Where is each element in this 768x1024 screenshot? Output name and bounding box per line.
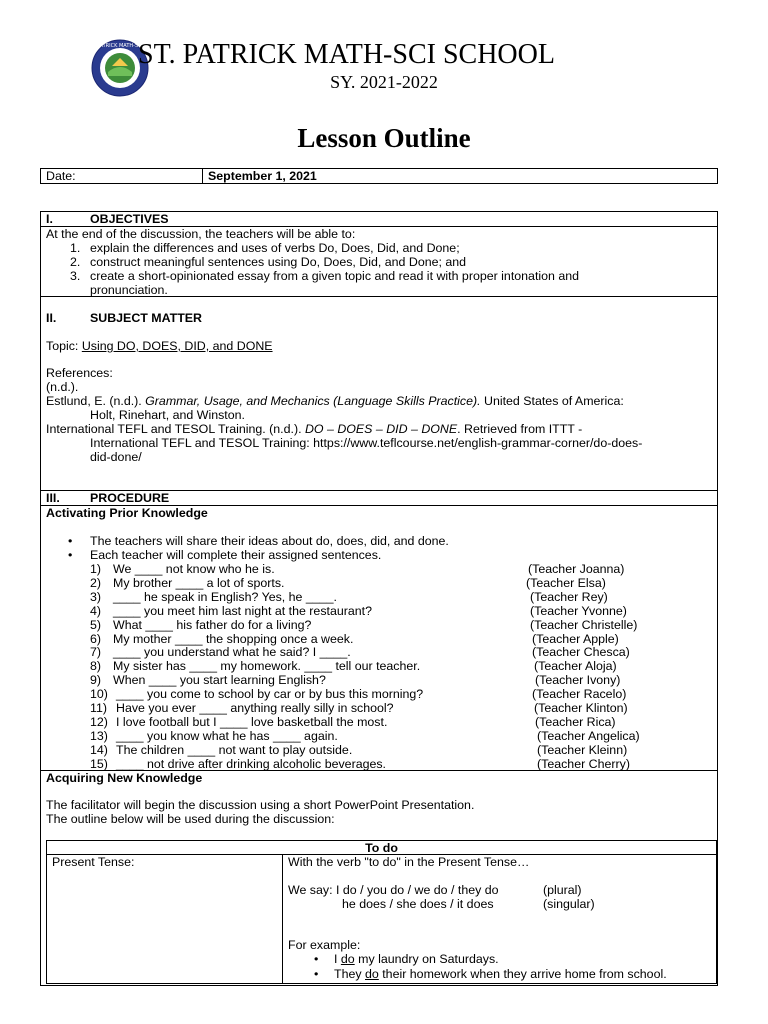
sentence-teacher: (Teacher Angelica): [537, 728, 640, 743]
procedure-bullet: The teachers will share their ideas about do, does, did, and done.: [90, 534, 449, 548]
todo-example-verb: do: [340, 952, 355, 966]
sentence-teacher: (Teacher Ivony): [535, 673, 621, 688]
objective-item: explain the differences and uses of verbs Do, Does, Did, and Done;: [90, 241, 460, 255]
sentence-teacher: (Teacher Elsa): [526, 575, 606, 590]
objective-item: create a short-opinionated essay from a given topic and read it with proper intonation and: [90, 269, 580, 283]
todo-example-verb: do: [365, 967, 379, 981]
sentence-text: ____ not drive after drinking alcoholic beverages.: [116, 756, 387, 771]
reference-1-publisher: Holt, Rinehart, and Winston.: [90, 408, 245, 422]
sentence-teacher: (Teacher Rica): [535, 714, 616, 729]
todo-example-rest: their homework when they arrive home from school.: [378, 967, 667, 981]
sentence-teacher: (Teacher Racelo): [532, 687, 627, 702]
todo-table-column-divider: [282, 854, 283, 984]
sentence-text: ____ you meet him last night at the restaurant?: [113, 603, 372, 618]
sentence-teacher: (Teacher Apple): [532, 631, 619, 646]
reference-2-author: International TEFL and TESOL Training. (n.d.).: [46, 422, 305, 436]
todo-example-subject: I: [334, 952, 341, 966]
subject-matter-heading: SUBJECT MATTER: [90, 311, 202, 325]
sentence-text: When ____ you start learning English?: [113, 673, 326, 688]
sentence-teacher: (Teacher Chesca): [532, 645, 630, 660]
sentence-number: 8): [90, 659, 102, 674]
svg-text:PATRICK MATH-SCI: PATRICK MATH-SCI: [96, 43, 144, 49]
references-label: References:: [46, 366, 113, 380]
sentence-number: 2): [90, 575, 102, 590]
sentence-number: 14): [90, 742, 108, 757]
sentence-teacher: (Teacher Cherry): [537, 756, 630, 771]
reference-2-retrieved: . Retrieved from ITTT -: [457, 422, 583, 436]
sentence-text: What ____ his father do for a living?: [113, 617, 312, 632]
sentence-number: 5): [90, 617, 102, 632]
reference-2-url-cont: did-done/: [90, 450, 142, 464]
sentence-number: 9): [90, 673, 102, 688]
page-title: Lesson Outline: [297, 123, 471, 153]
sentence-text: We ____ not know who he is.: [113, 562, 275, 576]
sentence-number: 4): [90, 603, 102, 618]
sentence-number: 3): [90, 589, 102, 604]
sentence-text: ____ he speak in English? Yes, he ____.: [113, 589, 337, 604]
sentence-text: ____ you understand what he said? I ____.: [113, 645, 351, 660]
sentence-text: ____ you know what he has ____ again.: [116, 728, 338, 743]
sentence-number: 13): [90, 728, 108, 743]
todo-example: [334, 967, 667, 981]
todo-table-header: To do: [365, 841, 398, 855]
school-name: ST. PATRICK MATH-SCI SCHOOL: [138, 39, 555, 70]
reference-nd: (n.d.).: [46, 380, 79, 394]
todo-plural: (plural): [543, 883, 582, 897]
reference-1: [46, 394, 624, 408]
sentence-text: ____ you come to school by car or by bus this morning?: [116, 687, 424, 702]
date-value: September 1, 2021: [208, 169, 317, 183]
sentence-number: 7): [90, 645, 102, 660]
topic-value: Using DO, DOES, DID, and DONE: [81, 339, 273, 353]
ank-line: The facilitator will begin the discussion using a short PowerPoint Presentation.: [46, 798, 475, 812]
sentence-teacher: (Teacher Christelle): [530, 617, 638, 632]
bullet-icon: •: [68, 534, 73, 548]
sentence-text: I love football but I ____ love basketball the most.: [116, 714, 388, 729]
sentence-teacher: (Teacher Aloja): [534, 659, 617, 674]
date-row: [40, 168, 718, 184]
procedure-numeral: III.: [46, 491, 60, 505]
sentence-number: 10): [90, 687, 108, 702]
reference-2-url: International TEFL and TESOL Training: https://www.teflcourse.net/english-grammar-corner/do-does-: [90, 436, 643, 450]
acquiring-new-knowledge-heading: Acquiring New Knowledge: [46, 771, 203, 785]
date-label: Date:: [46, 169, 76, 183]
sentence-teacher: (Teacher Rey): [530, 589, 608, 604]
sentence-teacher: (Teacher Kleinn): [537, 742, 628, 757]
reference-1-author: Estlund, E. (n.d.).: [46, 394, 146, 408]
sentence-number: 1): [90, 562, 102, 576]
todo-example-label: For example:: [288, 938, 361, 952]
todo-third-person: he does / she does / it does: [342, 897, 494, 911]
todo-example: [334, 952, 499, 966]
reference-2: [46, 422, 582, 436]
topic-label: Topic:: [46, 339, 82, 353]
reference-2-title: DO – DOES – DID – DONE: [304, 422, 458, 436]
procedure-bullet: Each teacher will complete their assigned sentences.: [90, 548, 382, 562]
objectives-intro: At the end of the discussion, the teachers will be able to:: [46, 227, 356, 241]
todo-we-say: We say: I do / you do / we do / they do: [288, 883, 499, 897]
ank-line: The outline below will be used during the discussion:: [46, 812, 335, 826]
objectives-heading: OBJECTIVES: [90, 212, 169, 226]
bullet-icon: •: [68, 548, 73, 562]
sentence-text: My sister has ____ my homework. ____ tell our teacher.: [113, 659, 421, 674]
sentence-number: 12): [90, 714, 108, 729]
sentence-teacher: (Teacher Yvonne): [530, 603, 627, 618]
sentence-number: 11): [90, 701, 107, 715]
sentence-teacher: (Teacher Joanna): [528, 562, 625, 576]
objective-item: construct meaningful sentences using Do, Does, Did, and Done; and: [90, 255, 467, 269]
sentence-text: My brother ____ a lot of sports.: [113, 575, 285, 590]
reference-1-title: Grammar, Usage, and Mechanics (Language Skills Practice).: [145, 394, 481, 408]
objective-number: 2.: [70, 255, 81, 269]
objectives-numeral: I.: [46, 212, 53, 226]
sentence-text: The children ____ not want to play outside.: [116, 742, 353, 757]
bullet-icon: •: [314, 967, 319, 981]
objective-number: 1.: [70, 241, 81, 255]
school-year: SY. 2021-2022: [330, 72, 438, 92]
bullet-icon: •: [314, 952, 319, 966]
sentence-text: My mother ____ the shopping once a week.: [113, 631, 354, 646]
sentence-number: 15): [90, 756, 108, 771]
sentence-teacher: (Teacher Klinton): [534, 701, 628, 715]
sentence-number: 6): [90, 631, 102, 646]
todo-example-rest: my laundry on Saturdays.: [354, 952, 499, 966]
objective-number: 3.: [70, 269, 81, 283]
todo-singular: (singular): [543, 897, 595, 911]
objective-item: pronunciation.: [90, 283, 168, 297]
subject-matter-numeral: II.: [46, 311, 57, 325]
todo-intro: With the verb "to do" in the Present Tense…: [288, 855, 530, 869]
reference-1-place: United States of America:: [480, 394, 624, 408]
todo-left-label: Present Tense:: [52, 855, 135, 869]
todo-example-subject: They: [334, 967, 365, 981]
procedure-heading: PROCEDURE: [90, 491, 170, 505]
activating-prior-knowledge-heading: Activating Prior Knowledge: [46, 506, 208, 520]
topic-line: [46, 339, 273, 353]
sentence-text: Have you ever ____ anything really silly in school?: [116, 701, 394, 715]
